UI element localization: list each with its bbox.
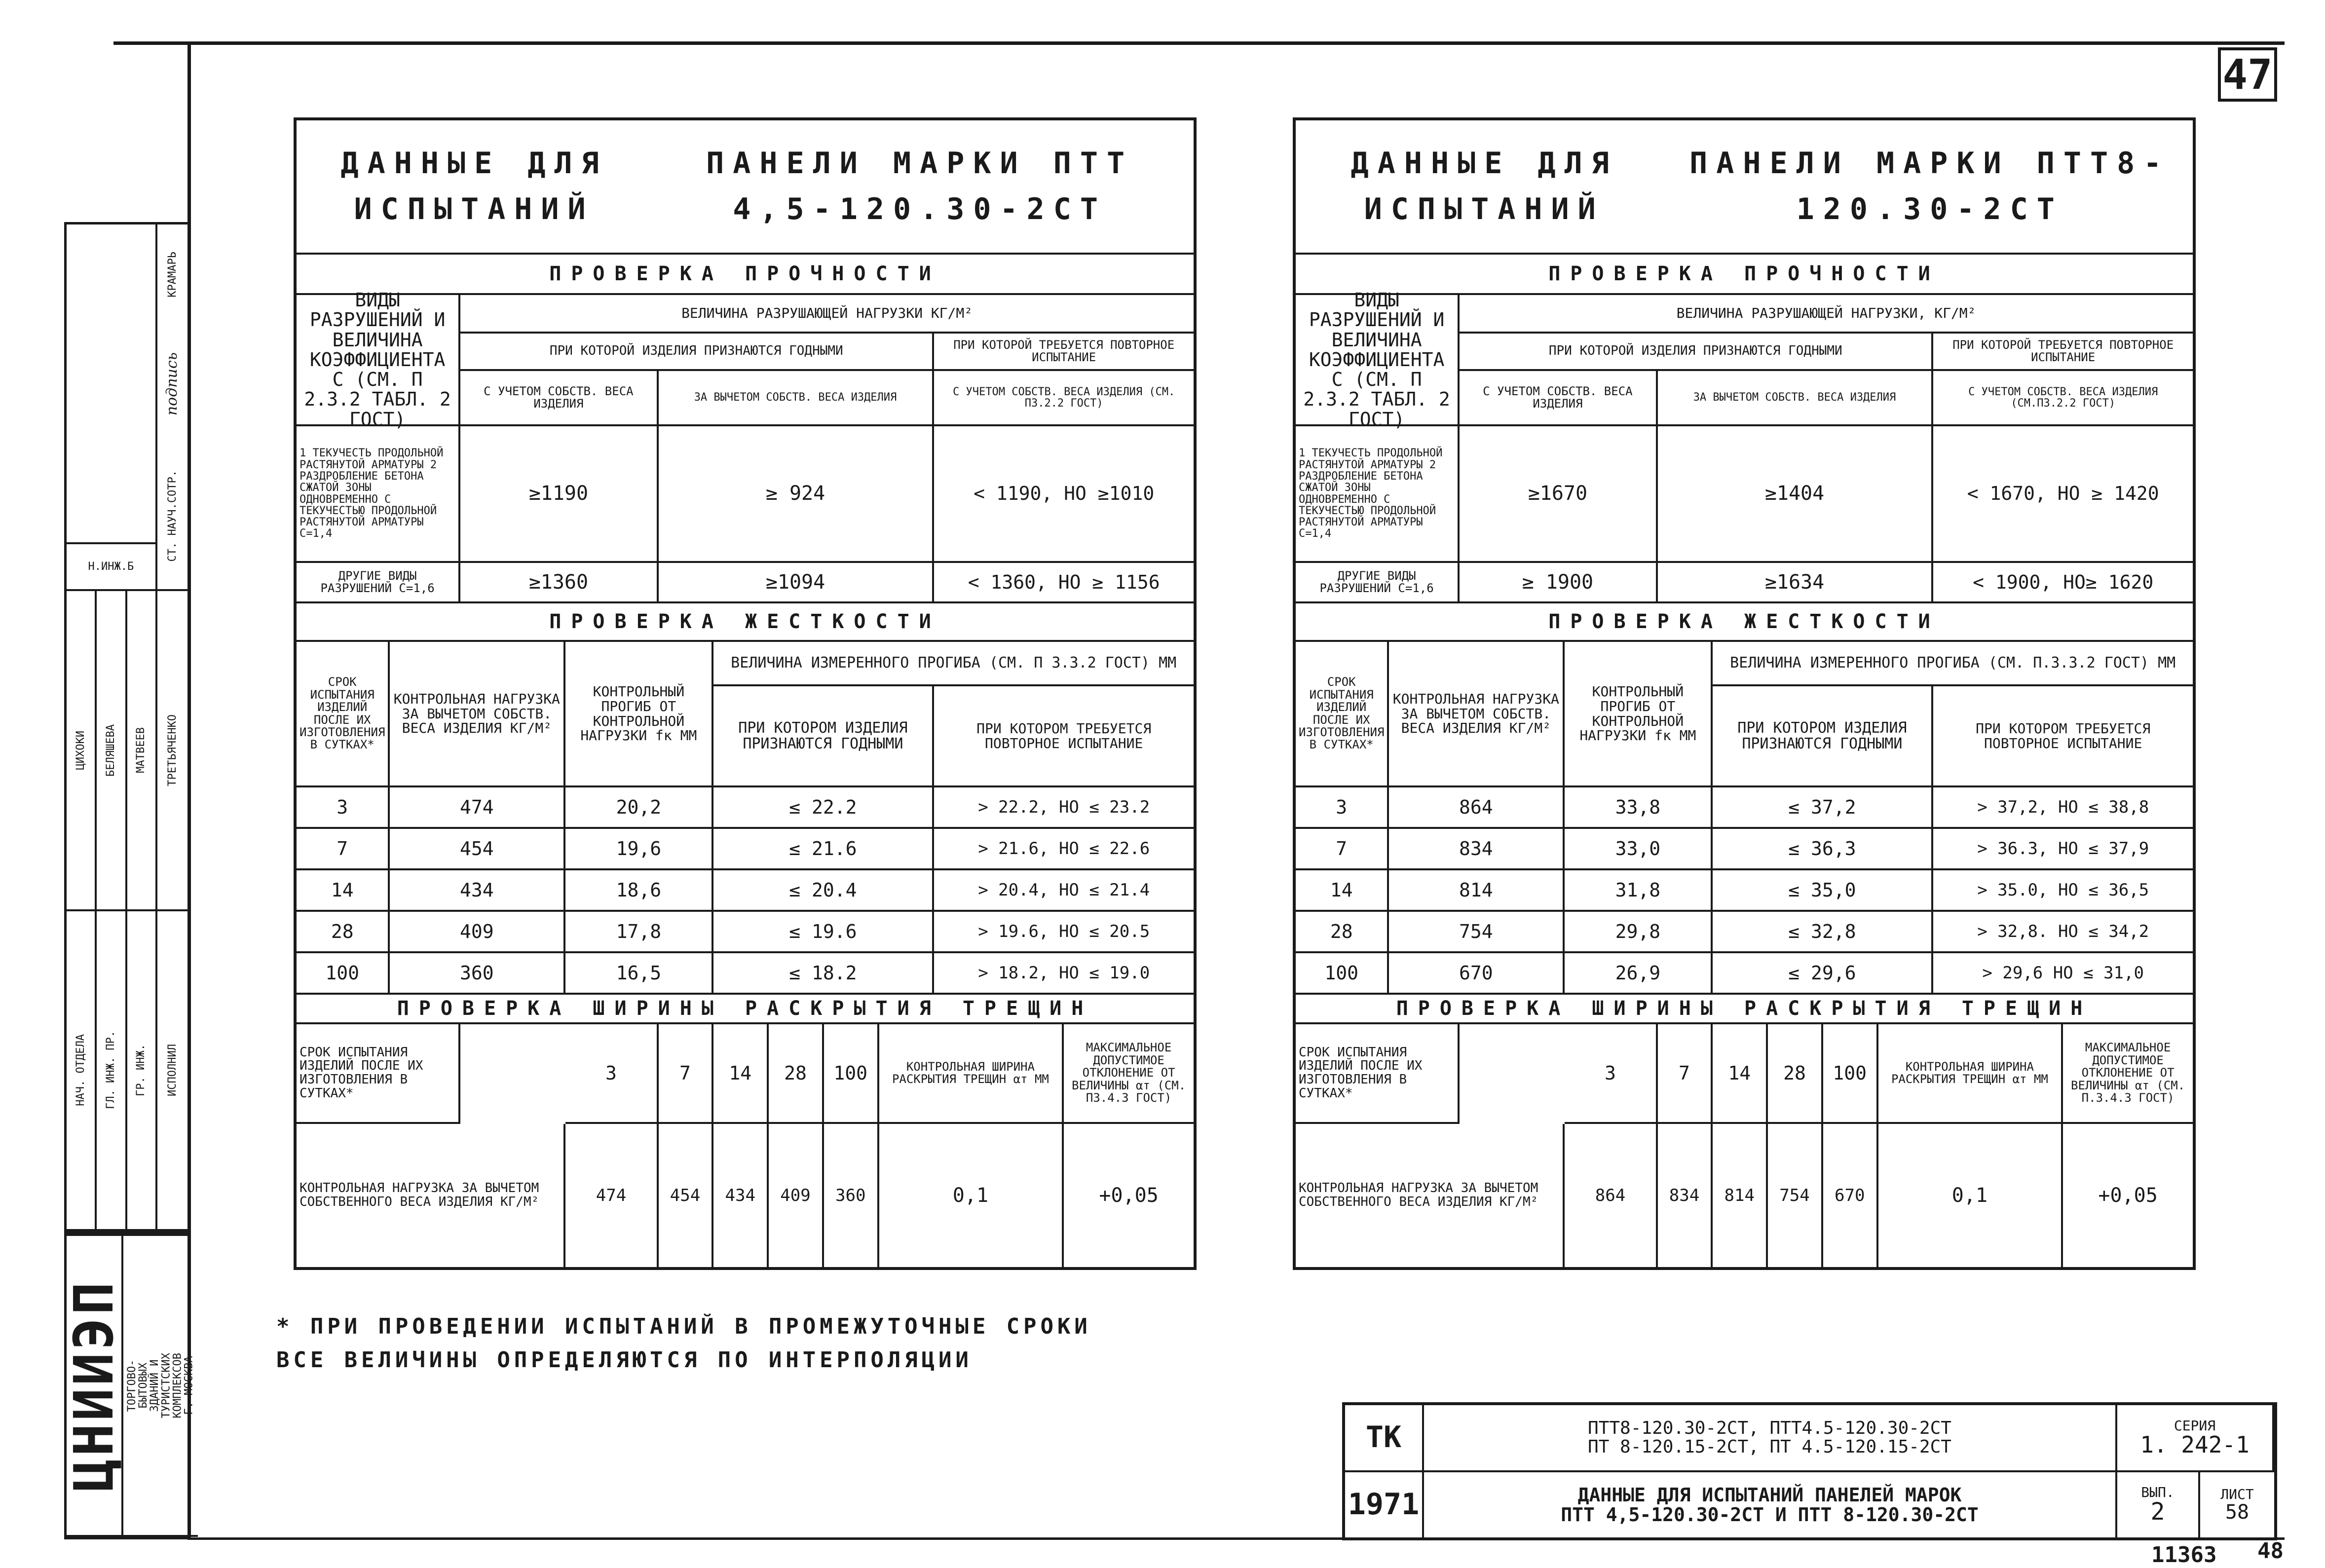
title-block-title: ДАННЫЕ ДЛЯ ИСПЫТАНИЙ ПАНЕЛЕЙ МАРОК ПТТ 4,5-120.30-2СТ И ПТТ 8-120.30-2СТ <box>1424 1472 2117 1537</box>
frame-top-line <box>113 41 2285 45</box>
crack-day: 3 <box>1565 1024 1657 1124</box>
crack-width-value: 0,1 <box>879 1124 1064 1267</box>
stamp-role: ГР. ИНЖ. <box>127 911 157 1231</box>
measured-deflection-header: ВЕЛИЧИНА ИЗМЕРЕННОГО ПРОГИБА (СМ. П.3.3.2 ГОСТ) ММ <box>1713 642 2193 686</box>
failure-1-without-own: ≥1404 <box>1658 426 1934 563</box>
crack-test-term-header: СРОК ИСПЫТАНИЯ ИЗДЕЛИЙ ПОСЛЕ ИХ ИЗГОТОВЛЕНИЯ В СУТКАХ* <box>1296 1024 1460 1124</box>
crack-load-value: 670 <box>1823 1124 1878 1267</box>
retest-header: ПРИ КОТОРОЙ ТРЕБУЕТСЯ ПОВТОРНОЕ ИСПЫТАНИЕ <box>1933 334 2193 371</box>
stiffness-row-load: 409 <box>390 912 565 953</box>
stiffness-row-accepted: ≤ 21.6 <box>713 829 934 870</box>
stamp-blank <box>67 224 157 544</box>
stiffness-row-retest: > 18.2, НО ≤ 19.0 <box>934 953 1194 995</box>
stiffness-row-accepted: ≤ 35,0 <box>1713 870 1933 912</box>
stiffness-row-days: 28 <box>1296 912 1389 953</box>
stiffness-row-days: 100 <box>297 953 390 995</box>
crack-deviation-header: МАКСИМАЛЬНОЕ ДОПУСТИМОЕ ОТКЛОНЕНИЕ ОТ ВЕЛИЧИНЫ αт (СМ. П.3.4.3 ГОСТ) <box>2063 1024 2193 1124</box>
stiffness-row-deflection: 17,8 <box>565 912 713 953</box>
stiffness-row-accepted: ≤ 29,6 <box>1713 953 1933 995</box>
stamp-senior: КРАМАРЬ подпись СТ. НАУЧ.СОТР. <box>157 224 188 591</box>
stiffness-row-accepted: ≤ 37,2 <box>1713 787 1933 829</box>
stiffness-row-deflection: 26,9 <box>1565 953 1713 995</box>
stiffness-section-header: ПРОВЕРКА ЖЕСТКОСТИ <box>1296 603 2193 642</box>
stiffness-row-retest: > 32,8. НО ≤ 34,2 <box>1933 912 2193 953</box>
test-term-header: СРОК ИСПЫТАНИЯ ИЗДЕЛИЙ ПОСЛЕ ИХ ИЗГОТОВЛЕНИЯ В СУТКАХ* <box>297 642 390 787</box>
crack-load-value: 754 <box>1768 1124 1823 1267</box>
accepted-header: ПРИ КОТОРОЙ ИЗДЕЛИЯ ПРИЗНАЮТСЯ ГОДНЫМИ <box>1460 334 1933 371</box>
failure-2-with-own: ≥ 1900 <box>1460 563 1657 603</box>
stiffness-row-days: 7 <box>297 829 390 870</box>
with-own-weight-header: С УЧЕТОМ СОБСТВ. ВЕСА ИЗДЕЛИЯ <box>460 371 658 426</box>
stiffness-row-days: 3 <box>1296 787 1389 829</box>
stiffness-row-load: 814 <box>1389 870 1565 912</box>
failure-1-with-own: ≥1670 <box>1460 426 1657 563</box>
failure-1-without-own: ≥ 924 <box>659 426 935 563</box>
crack-day: 7 <box>659 1024 714 1124</box>
crack-day: 100 <box>1823 1024 1878 1124</box>
stiffness-row-retest: > 29,6 НО ≤ 31,0 <box>1933 953 2193 995</box>
crack-load-value: 834 <box>1658 1124 1713 1267</box>
stiffness-row-load: 670 <box>1389 953 1565 995</box>
stamp-name: БЕЛЯШЕВА <box>97 591 127 911</box>
stiffness-row-deflection: 18,6 <box>565 870 713 912</box>
stiffness-row-deflection: 19,6 <box>565 829 713 870</box>
stiffness-row-days: 14 <box>297 870 390 912</box>
with-own-weight-header: С УЧЕТОМ СОБСТВ. ВЕСА ИЗДЕЛИЯ <box>1460 371 1657 426</box>
stiffness-row-days: 14 <box>1296 870 1389 912</box>
crack-width-header: КОНТРОЛЬНАЯ ШИРИНА РАСКРЫТИЯ ТРЕЩИН αт ММ <box>879 1024 1064 1124</box>
strength-section-header: ПРОВЕРКА ПРОЧНОСТИ <box>1296 255 2193 295</box>
panel-right-ptt8 <box>1293 117 2196 1270</box>
crack-day: 14 <box>1713 1024 1768 1124</box>
title-block-seria: СЕРИЯ 1. 242-1 <box>2117 1405 2274 1472</box>
stiffness-row-deflection: 33,8 <box>1565 787 1713 829</box>
crack-day: 7 <box>1658 1024 1713 1124</box>
panel-title: ДАННЫЕ ДЛЯ ИСПЫТАНИЙ ПАНЕЛИ МАРКИ ПТТ 4,5-120.30-2СТ <box>297 120 1194 255</box>
title-block-list: ЛИСТ 58 <box>2220 1486 2254 1524</box>
failure-types-header: ВИДЫ РАЗРУШЕНИЙ И ВЕЛИЧИНА КОЭФФИЦИЕНТА С (СМ. П 2.3.2 ТАБЛ. 2 ГОСТ) <box>297 295 460 426</box>
crack-load-value: 864 <box>1565 1124 1657 1267</box>
crack-load-value: 454 <box>659 1124 714 1267</box>
stiffness-row-retest: > 35.0, НО ≤ 36,5 <box>1933 870 2193 912</box>
approval-stamp <box>64 222 190 1233</box>
retest-own-weight-header: С УЧЕТОМ СОБСТВ. ВЕСА ИЗДЕЛИЯ (СМ. П3.2.2 ГОСТ) <box>934 371 1194 426</box>
stiffness-row-accepted: ≤ 20.4 <box>713 870 934 912</box>
stiffness-row-accepted: ≤ 18.2 <box>713 953 934 995</box>
crack-deviation-value: +0,05 <box>1099 1184 1159 1207</box>
stiffness-row-deflection: 31,8 <box>1565 870 1713 912</box>
stamp-name: ЦИХОКИ <box>67 591 97 911</box>
failure-type-2-label: ДРУГИЕ ВИДЫ РАЗРУШЕНИЙ С=1,6 <box>1296 563 1460 603</box>
panel-left-ptt45 <box>294 117 1197 1270</box>
failure-1-retest: < 1670, НО ≥ 1420 <box>1933 426 2193 563</box>
control-deflection-header: КОНТРОЛЬНЫЙ ПРОГИБ ОТ КОНТРОЛЬНОЙ НАГРУЗКИ fк ММ <box>565 642 713 787</box>
failure-1-with-own: ≥1190 <box>460 426 658 563</box>
crack-section-header: ПРОВЕРКА ШИРИНЫ РАСКРЫТИЯ ТРЕЩИН <box>1296 995 2193 1024</box>
stiffness-row-days: 100 <box>1296 953 1389 995</box>
organization-block <box>62 1233 195 1539</box>
stiffness-row-retest: > 37,2, НО ≤ 38,8 <box>1933 787 2193 829</box>
stiffness-row-retest: > 20.4, НО ≤ 21.4 <box>934 870 1194 912</box>
crack-control-load-label: КОНТРОЛЬНАЯ НАГРУЗКА ЗА ВЫЧЕТОМ СОБСТВЕННОГО ВЕСА ИЗДЕЛИЯ КГ/М² <box>297 1124 565 1267</box>
failure-types-header: ВИДЫ РАЗРУШЕНИЙ И ВЕЛИЧИНА КОЭФФИЦИЕНТА С (СМ. П 2.3.2 ТАБЛ. 2 ГОСТ) <box>1296 295 1460 426</box>
stiffness-row-retest: > 36.3, НО ≤ 37,9 <box>1933 829 2193 870</box>
crack-section-header: ПРОВЕРКА ШИРИНЫ РАСКРЫТИЯ ТРЕЩИН <box>297 995 1194 1024</box>
title-block-vyp: ВЫП. 2 <box>2117 1472 2200 1537</box>
stiffness-row-days: 7 <box>1296 829 1389 870</box>
stamp-name: МАТВЕЕВ <box>127 591 157 911</box>
stiffness-row-retest: > 19.6, НО ≤ 20.5 <box>934 912 1194 953</box>
title-block-tk: ТК <box>1345 1405 1424 1472</box>
crack-load-value: 409 <box>769 1124 824 1267</box>
failure-2-without-own: ≥1094 <box>659 563 935 603</box>
footnote: * ПРИ ПРОВЕДЕНИИ ИСПЫТАНИЙ В ПРОМЕЖУТОЧНЫЕ СРОКИ ВСЕ ВЕЛИЧИНЫ ОПРЕДЕЛЯЮТСЯ ПО ИНТЕРПОЛЯЦИИ <box>276 1314 1091 1373</box>
retest-header: ПРИ КОТОРОЙ ТРЕБУЕТСЯ ПОВТОРНОЕ ИСПЫТАНИЕ <box>934 334 1194 371</box>
crack-day: 3 <box>565 1024 658 1124</box>
stiffness-row-deflection: 33,0 <box>1565 829 1713 870</box>
archive-number: 11363 <box>2151 1542 2217 1568</box>
deflection-accepted-header: ПРИ КОТОРОМ ИЗДЕЛИЯ ПРИЗНАЮТСЯ ГОДНЫМИ <box>713 686 934 787</box>
panel-title: ДАННЫЕ ДЛЯ ИСПЫТАНИЙ ПАНЕЛИ МАРКИ ПТТ8-120.30-2СТ <box>1296 120 2193 255</box>
stiffness-row-load: 454 <box>390 829 565 870</box>
stamp-role: НАЧ. ОТДЕЛА <box>67 911 97 1231</box>
stiffness-section-header: ПРОВЕРКА ЖЕСТКОСТИ <box>297 603 1194 642</box>
stamp-role: ГЛ. ИНЖ. ПР. <box>97 911 127 1231</box>
stiffness-row-accepted: ≤ 19.6 <box>713 912 934 953</box>
stiffness-row-accepted: ≤ 22.2 <box>713 787 934 829</box>
failure-2-retest: < 1360, НО ≥ 1156 <box>934 563 1194 603</box>
breaking-load-header: ВЕЛИЧИНА РАЗРУШАЮЩЕЙ НАГРУЗКИ, КГ/М² <box>1460 295 2193 334</box>
stiffness-row-days: 28 <box>297 912 390 953</box>
failure-type-2-label: ДРУГИЕ ВИДЫ РАЗРУШЕНИЙ С=1,6 <box>297 563 460 603</box>
strength-section-header: ПРОВЕРКА ПРОЧНОСТИ <box>297 255 1194 295</box>
title-block-marks: ПТТ8-120.30-2СТ, ПТТ4.5-120.30-2СТ ПТ 8-120.15-2СТ, ПТ 4.5-120.15-2СТ <box>1424 1405 2117 1472</box>
crack-day: 100 <box>824 1024 879 1124</box>
crack-deviation-header: МАКСИМАЛЬНОЕ ДОПУСТИМОЕ ОТКЛОНЕНИЕ ОТ ВЕЛИЧИНЫ αт (СМ. П3.4.3 ГОСТ) <box>1064 1024 1194 1124</box>
stamp-role: ИСПОЛНИЛ <box>157 911 188 1231</box>
stiffness-row-load: 434 <box>390 870 565 912</box>
without-own-weight-header: ЗА ВЫЧЕТОМ СОБСТВ. ВЕСА ИЗДЕЛИЯ <box>1658 371 1934 426</box>
failure-1-retest: < 1190, НО ≥1010 <box>934 426 1194 563</box>
crack-load-value: 474 <box>565 1124 658 1267</box>
crack-width-value: 0,1 <box>1878 1124 2063 1267</box>
title-block <box>1342 1402 2277 1540</box>
retest-own-weight-header: С УЧЕТОМ СОБСТВ. ВЕСА ИЗДЕЛИЯ (СМ.П3.2.2 ГОСТ) <box>1933 371 2193 426</box>
stiffness-row-accepted: ≤ 36,3 <box>1713 829 1933 870</box>
stamp-name: ТРЕТЬЯЧЕНКО <box>157 591 188 911</box>
crack-load-value: 434 <box>713 1124 769 1267</box>
stiffness-row-deflection: 20,2 <box>565 787 713 829</box>
sheet-number: 47 <box>2218 47 2277 102</box>
stiffness-row-load: 754 <box>1389 912 1565 953</box>
stiffness-row-load: 474 <box>390 787 565 829</box>
stamp-n-inzh: Н.ИНЖ.Б <box>67 544 157 591</box>
accepted-header: ПРИ КОТОРОЙ ИЗДЕЛИЯ ПРИЗНАЮТСЯ ГОДНЫМИ <box>460 334 934 371</box>
stiffness-row-days: 3 <box>297 787 390 829</box>
measured-deflection-header: ВЕЛИЧИНА ИЗМЕРЕННОГО ПРОГИБА (СМ. П 3.3.2 ГОСТ) ММ <box>713 642 1194 686</box>
control-load-header: КОНТРОЛЬНАЯ НАГРУЗКА ЗА ВЫЧЕТОМ СОБСТВ. ВЕСА ИЗДЕЛИЯ КГ/М² <box>390 642 565 787</box>
crack-load-value: 814 <box>1713 1124 1768 1267</box>
failure-2-with-own: ≥1360 <box>460 563 658 603</box>
test-term-header: СРОК ИСПЫТАНИЯ ИЗДЕЛИЙ ПОСЛЕ ИХ ИЗГОТОВЛЕНИЯ В СУТКАХ* <box>1296 642 1389 787</box>
page-number: 48 <box>2257 1538 2284 1564</box>
stiffness-row-deflection: 29,8 <box>1565 912 1713 953</box>
stiffness-row-load: 864 <box>1389 787 1565 829</box>
failure-type-1-label: 1 ТЕКУЧЕСТЬ ПРОДОЛЬНОЙ РАСТЯНУТОЙ АРМАТУРЫ 2 РАЗДРОБЛЕНИЕ БЕТОНА СЖАТОЙ ЗОНЫ ОДНОВРЕМЕННО С ТЕКУЧЕСТЬЮ ПРОДОЛЬНОЙ РАСТЯНУТОЙ АРМАТУРЫ С=1,4 <box>297 426 460 563</box>
failure-2-retest: < 1900, НО≥ 1620 <box>1933 563 2193 603</box>
crack-day: 28 <box>1768 1024 1823 1124</box>
stiffness-row-accepted: ≤ 32,8 <box>1713 912 1933 953</box>
stiffness-row-retest: > 22.2, НО ≤ 23.2 <box>934 787 1194 829</box>
crack-test-term-header: СРОК ИСПЫТАНИЯ ИЗДЕЛИЙ ПОСЛЕ ИХ ИЗГОТОВЛЕНИЯ В СУТКАХ* <box>297 1024 460 1124</box>
control-deflection-header: КОНТРОЛЬНЫЙ ПРОГИБ ОТ КОНТРОЛЬНОЙ НАГРУЗКИ fк ММ <box>1565 642 1713 787</box>
stiffness-row-retest: > 21.6, НО ≤ 22.6 <box>934 829 1194 870</box>
crack-day: 28 <box>769 1024 824 1124</box>
organization-name: ТОРГОВО- БЫТОВЫХ ЗДАНИЙ И ТУРИСТСКИХ КОМПЛЕКСОВ Г. МОСКВА <box>123 1236 198 1537</box>
stiffness-row-load: 360 <box>390 953 565 995</box>
crack-day: 14 <box>713 1024 769 1124</box>
deflection-retest-header: ПРИ КОТОРОМ ТРЕБУЕТСЯ ПОВТОРНОЕ ИСПЫТАНИЕ <box>1933 686 2193 787</box>
stiffness-row-deflection: 16,5 <box>565 953 713 995</box>
crack-deviation-value: +0,05 <box>2098 1184 2158 1207</box>
control-load-header: КОНТРОЛЬНАЯ НАГРУЗКА ЗА ВЫЧЕТОМ СОБСТВ. ВЕСА ИЗДЕЛИЯ КГ/М² <box>1389 642 1565 787</box>
title-block-year: 1971 <box>1345 1472 1424 1537</box>
deflection-accepted-header: ПРИ КОТОРОМ ИЗДЕЛИЯ ПРИЗНАЮТСЯ ГОДНЫМИ <box>1713 686 1933 787</box>
crack-control-load-label: КОНТРОЛЬНАЯ НАГРУЗКА ЗА ВЫЧЕТОМ СОБСТВЕННОГО ВЕСА ИЗДЕЛИЯ КГ/М² <box>1296 1124 1565 1267</box>
failure-type-1-label: 1 ТЕКУЧЕСТЬ ПРОДОЛЬНОЙ РАСТЯНУТОЙ АРМАТУРЫ 2 РАЗДРОБЛЕНИЕ БЕТОНА СЖАТОЙ ЗОНЫ ОДНОВРЕМЕННО С ТЕКУЧЕСТЬЮ ПРОДОЛЬНОЙ РАСТЯНУТОЙ АРМАТУРЫ С=1,4 <box>1296 426 1460 563</box>
failure-2-without-own: ≥1634 <box>1658 563 1934 603</box>
organization-logo: ЦНИИЭП <box>67 1236 123 1537</box>
deflection-retest-header: ПРИ КОТОРОМ ТРЕБУЕТСЯ ПОВТОРНОЕ ИСПЫТАНИЕ <box>934 686 1194 787</box>
crack-width-header: КОНТРОЛЬНАЯ ШИРИНА РАСКРЫТИЯ ТРЕЩИН αт ММ <box>1878 1024 2063 1124</box>
crack-load-value: 360 <box>824 1124 879 1267</box>
without-own-weight-header: ЗА ВЫЧЕТОМ СОБСТВ. ВЕСА ИЗДЕЛИЯ <box>659 371 935 426</box>
breaking-load-header: ВЕЛИЧИНА РАЗРУШАЮЩЕЙ НАГРУЗКИ КГ/М² <box>460 295 1194 334</box>
stiffness-row-load: 834 <box>1389 829 1565 870</box>
